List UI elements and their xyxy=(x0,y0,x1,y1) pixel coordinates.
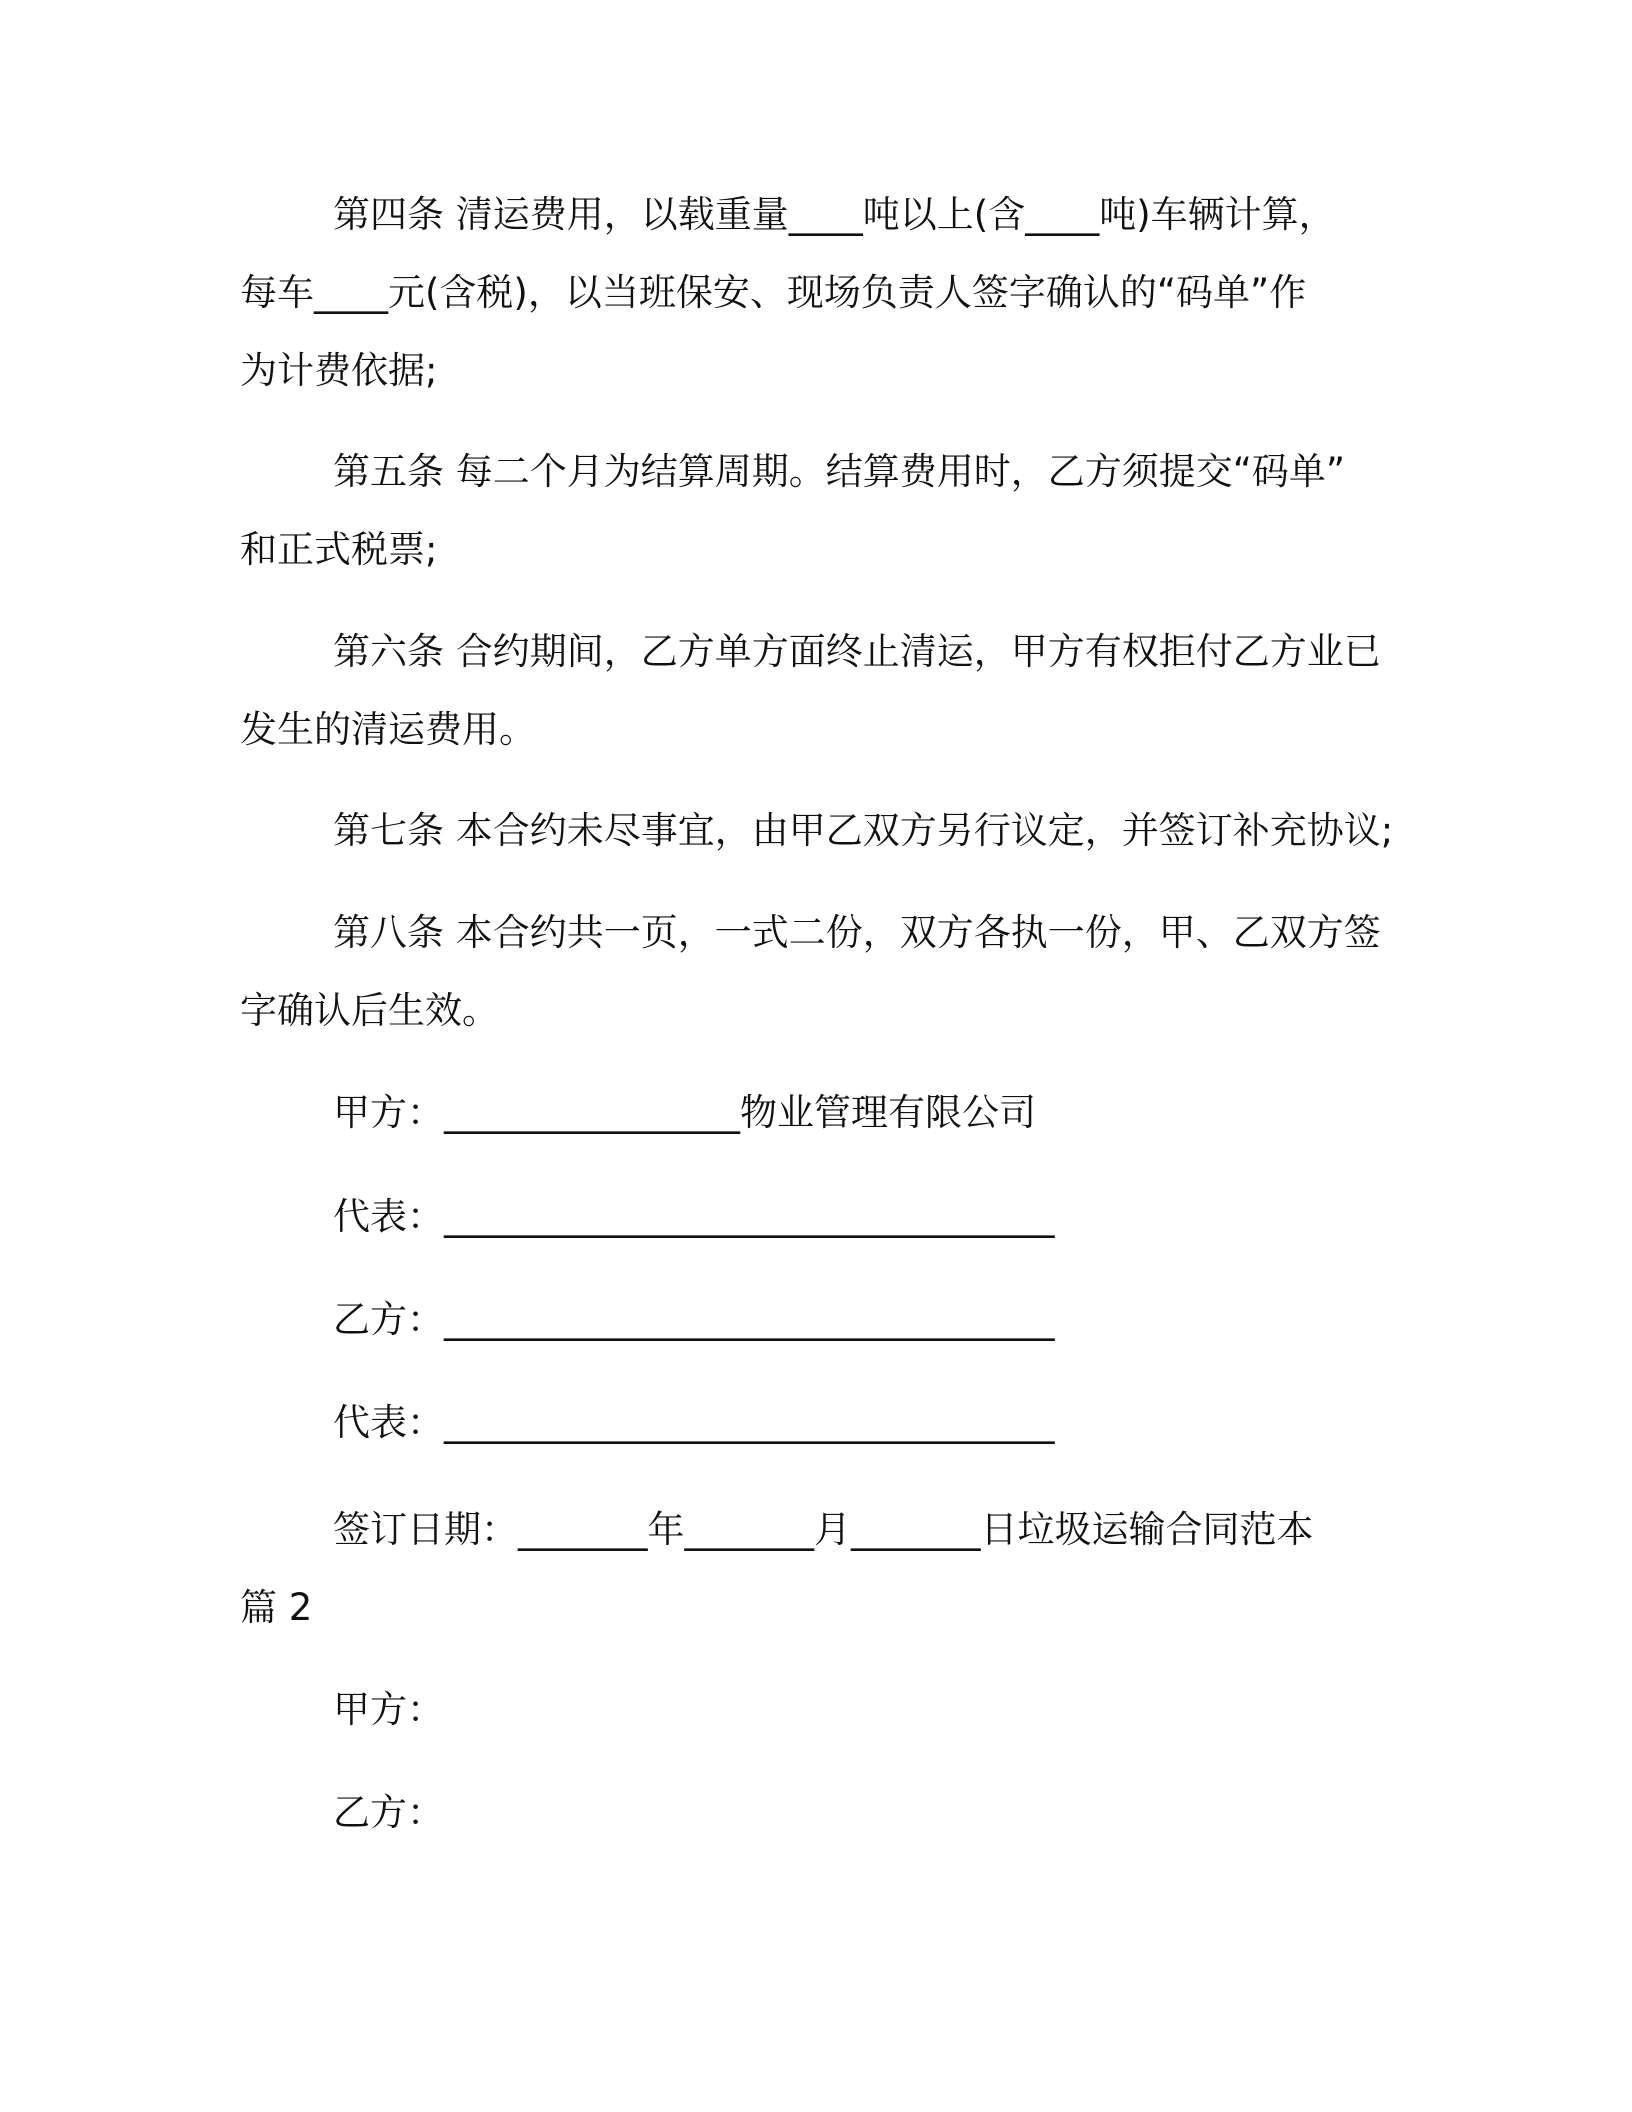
party-b-signature: 乙方：_________________________________ xyxy=(333,1298,1055,1341)
article-8-line-2: 字确认后生效。 xyxy=(240,989,499,1032)
article-4-line-1: 第四条 清运费用，以载重量____吨以上(含____吨)车辆计算， xyxy=(333,193,1336,236)
party-a-signature: 甲方：________________物业管理有限公司 xyxy=(333,1091,1036,1134)
contract2-party-b: 乙方： xyxy=(333,1791,444,1834)
party-b-representative: 代表：_________________________________ xyxy=(333,1401,1055,1444)
article-6-line-2: 发生的清运费用。 xyxy=(240,708,536,751)
article-8-line-1: 第八条 本合约共一页，一式二份，双方各执一份，甲、乙双方签 xyxy=(333,911,1381,954)
article-6-line-1: 第六条 合约期间，乙方单方面终止清运，甲方有权拒付乙方业已 xyxy=(333,630,1381,673)
signing-date-line: 签订日期：_______年_______月_______日垃圾运输合同范本 xyxy=(333,1508,1314,1551)
article-4-line-3: 为计费依据; xyxy=(240,349,438,392)
article-5-line-2: 和正式税票; xyxy=(240,528,438,571)
article-5-line-1: 第五条 每二个月为结算周期。结算费用时，乙方须提交“码单” xyxy=(333,450,1346,493)
article-4-line-2: 每车____元(含税)，以当班保安、现场负责人签字确认的“码单”作 xyxy=(240,271,1307,314)
signing-date-continuation: 篇 2 xyxy=(240,1586,313,1629)
contract2-party-a: 甲方： xyxy=(333,1688,444,1731)
party-a-representative: 代表：_________________________________ xyxy=(333,1195,1055,1238)
article-7-line-1: 第七条 本合约未尽事宜，由甲乙双方另行议定，并签订补充协议; xyxy=(333,809,1394,852)
